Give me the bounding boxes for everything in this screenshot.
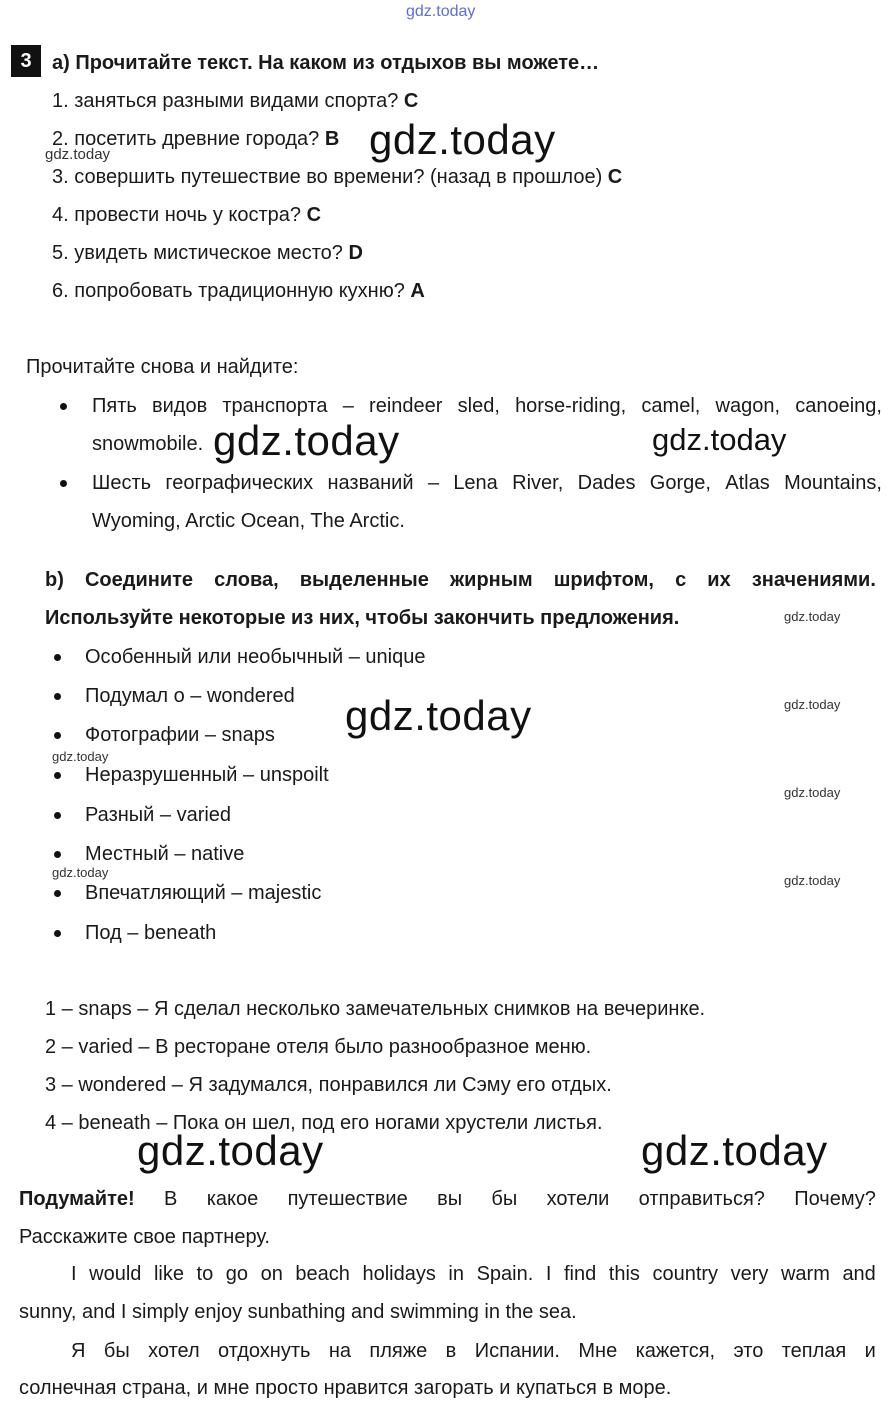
think-line-2: Расскажите свое партнеру. [19,1226,270,1248]
sentence: 1 – snaps – Я сделал несколько замечательных снимков на вечеринке. [45,998,706,1020]
reread-intro: Прочитайте снова и найдите: [26,356,299,378]
watermark-small: gdz.today [52,865,109,880]
watermark-large: gdz.today [137,1127,324,1174]
part-b-heading-line-1: b) Соедините слова, выделенные жирным шрифтом, с их значениями. [45,569,876,591]
watermark-medium: gdz.today [652,422,787,457]
question-answer: D [348,242,363,264]
watermark-large: gdz.today [213,417,400,464]
sentence: 4 – beneath – Пока он шел, под его ногами хрустели листья. [45,1112,603,1134]
bullet-dot [54,772,61,779]
question-text: 4. провести ночь у костра? [52,204,302,226]
watermark-large: gdz.today [641,1127,828,1174]
match-item: Неразрушенный – unspoilt [85,764,329,786]
part-a-heading: a) Прочитайте текст. На каком из отдыхов вы можете… [52,52,600,74]
watermark-large: gdz.today [345,692,532,739]
russian-answer-line-1: Я бы хотел отдохнуть на пляже в Испании. Мне кажется, это теплая и [71,1340,876,1362]
think-line-1: Подумайте! В какое путешествие вы бы хотели отправиться? Почему? [19,1188,876,1210]
watermark-small: gdz.today [784,873,841,888]
watermark-small: gdz.today [784,697,841,712]
watermark-top: gdz.today [406,3,476,20]
question-answer: C [607,166,623,188]
question-item [52,241,363,265]
question-text: 6. попробовать традиционную кухню? [52,280,405,302]
question-answer: B [324,128,340,150]
question-item [52,203,321,227]
sentence: 2 – varied – В ресторане отеля было разнообразное меню. [45,1036,592,1058]
english-answer-line-2: sunny, and I simply enjoy sunbathing and swimming in the sea. [19,1301,577,1323]
match-item: Впечатляющий – majestic [85,882,322,904]
watermark-large: gdz.today [369,116,556,163]
bullet-dot [54,693,61,700]
think-label: Подумайте! [19,1188,135,1210]
transport-line-2: snowmobile. [92,433,204,455]
match-item: Под – beneath [85,922,217,944]
question-text: 1. заняться разными видами спорта? [52,90,399,112]
question-answer: A [410,280,425,302]
russian-answer-line-2: солнечная страна, и мне просто нравится загорать и купаться в море. [19,1377,672,1399]
english-answer-line-1: I would like to go on beach holidays in Spain. I find this country very warm and [71,1263,876,1285]
geo-names-line-2: Wyoming, Arctic Ocean, The Arctic. [92,510,405,532]
exercise-number: 3 [11,45,41,77]
question-text: 3. совершить путешествие во времени? (назад в прошлое) [52,166,603,188]
bullet-dot [60,403,67,410]
bullet-dot [54,732,61,739]
watermark-small: gdz.today [784,785,841,800]
watermark-small: gdz.today [784,609,841,624]
match-item: Подумал о – wondered [85,685,295,707]
bullet-dot [54,812,61,819]
geo-names-line-1: Шесть географических названий – Lena River, Dades Gorge, Atlas Mountains, [92,472,882,494]
question-answer: C [403,90,419,112]
bullet-dot [54,890,61,897]
question-item [52,89,418,113]
bullet-dot [54,654,61,661]
transport-line-1: Пять видов транспорта – reindeer sled, horse-riding, camel, wagon, canoeing, [92,395,882,417]
question-text: 2. посетить древние города? [52,128,320,150]
watermark-small: gdz.today [45,146,111,163]
question-text: 5. увидеть мистическое место? [52,242,343,264]
match-item: Фотографии – snaps [85,724,275,746]
question-item [52,165,622,189]
match-item: Особенный или необычный – unique [85,646,426,668]
sentence: 3 – wondered – Я задумался, понравился ли Сэму его отдых. [45,1074,612,1096]
bullet-dot [60,480,67,487]
bullet-dot [54,930,61,937]
question-item [52,279,425,303]
match-item: Местный – native [85,843,245,865]
part-b-heading-line-2: Используйте некоторые из них, чтобы закончить предложения. [45,607,680,629]
bullet-dot [54,851,61,858]
question-answer: C [306,204,322,226]
match-item: Разный – varied [85,804,232,826]
watermark-small: gdz.today [52,749,109,764]
